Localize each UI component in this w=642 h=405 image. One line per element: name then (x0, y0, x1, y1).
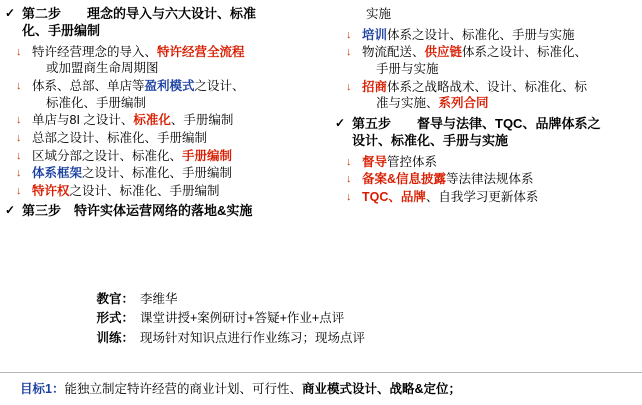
goal-text-b: 商业模式设计、战略&定位； (301, 382, 461, 396)
list-item-text-c: 之设计、 (194, 79, 245, 94)
arrow-bullet-icon: ↓ (346, 190, 352, 203)
list-item (330, 44, 642, 61)
list-item (0, 78, 330, 95)
arrow-bullet-icon: ↓ (16, 114, 22, 127)
list-item (330, 154, 642, 171)
list-item-text-c: 体系之设计、标准化、 (462, 45, 588, 60)
list-item-text-b: 体系之设计、标准化、手册与实施 (387, 27, 575, 42)
step4-continuation: 实施 (366, 7, 392, 21)
list-item-text-a: 区域分部之设计、标准化、 (32, 148, 183, 163)
step5-heading (330, 116, 642, 133)
horizontal-divider (0, 372, 642, 373)
arrow-bullet-icon: ↓ (346, 46, 352, 59)
list-item-text-a: 督导 (362, 154, 388, 169)
list-item-text-b: 手册编制 (182, 148, 233, 163)
arrow-bullet-icon: ↓ (16, 184, 22, 197)
continuation-text-a: 准与实施、 (376, 96, 439, 111)
teacher-info-block (0, 290, 642, 348)
list-item-text-b: 标准化 (133, 113, 171, 128)
list-item-continuation: 手册与实施 (376, 61, 439, 76)
arrow-bullet-icon: ↓ (346, 155, 352, 168)
list-item-text-a: 总部之设计、标准化、手册编制 (32, 130, 208, 145)
checkmark-icon: ✓ (5, 6, 16, 20)
teacher-row (0, 290, 642, 309)
list-item-text-b: 、自我学习更新体系 (425, 189, 539, 204)
arrow-bullet-icon: ↓ (346, 28, 352, 41)
list-item-text-b: 管控体系 (387, 154, 438, 169)
step5-title-line2: 设计、标准化、手册与实施 (352, 132, 509, 148)
list-item (330, 79, 642, 96)
right-column (330, 0, 642, 205)
list-item-text-a: 培训 (362, 27, 388, 42)
list-item-text-a: 单店与8I 之设计、 (32, 113, 134, 128)
list-item-text-c: 、手册编制 (170, 113, 234, 128)
list-item-text-a: 物流配送、 (362, 45, 425, 60)
step3-heading (0, 203, 330, 220)
list-item (0, 148, 330, 165)
list-item-text-b: 之设计、标准化、手册编制 (82, 166, 233, 181)
left-column (0, 0, 330, 220)
step2-title-line2: 化、手册编制 (22, 22, 101, 38)
list-item-continuation: 或加盟商生命周期图 (46, 61, 159, 76)
list-item-text-a: 体系框架 (32, 166, 83, 181)
format-label: 形式： (96, 311, 134, 326)
step5-title-line1: 第五步 督导与法律、TQC、品牌体系之 (352, 115, 601, 131)
list-item (0, 112, 330, 129)
list-item-text-b: 特许经营全流程 (157, 44, 245, 59)
list-item-text-a: 特许经营理念的导入、 (32, 44, 158, 59)
format-row (0, 309, 642, 328)
list-item (330, 189, 642, 206)
list-item-text-b: 体系之战略战术、设计、标准化、标 (387, 79, 588, 94)
goal-label: 目标1： (20, 382, 65, 396)
list-item-text-a: 特许权 (32, 183, 70, 198)
list-item-text-a: 招商 (362, 79, 388, 94)
list-item (0, 44, 330, 61)
step3-title: 第三步 特许实体运营网络的落地&实施 (22, 203, 253, 219)
arrow-bullet-icon: ↓ (346, 173, 352, 186)
list-item-text-a: 备案&信息披露 (362, 172, 447, 187)
list-item-text-b: 盈利模式 (144, 79, 195, 94)
arrow-bullet-icon: ↓ (16, 45, 22, 58)
teacher-value: 李维华 (140, 292, 178, 306)
training-row (0, 329, 642, 348)
arrow-bullet-icon: ↓ (16, 80, 22, 93)
list-item-text-b: 之设计、标准化、手册编制 (69, 183, 220, 198)
arrow-bullet-icon: ↓ (346, 80, 352, 93)
list-item-text-a: 体系、总部、单店等 (32, 79, 145, 94)
list-item-text-b: 供应链 (424, 45, 463, 60)
arrow-bullet-icon: ↓ (16, 167, 22, 180)
list-item-text-a: TQC、品牌 (362, 189, 426, 204)
step2-heading-cont (0, 23, 330, 40)
arrow-bullet-icon: ↓ (16, 149, 22, 162)
list-item-text-b: 等法律法规体系 (446, 172, 534, 187)
list-item-continuation: 标准化、手册编制 (46, 95, 147, 110)
list-item (330, 171, 642, 188)
arrow-bullet-icon: ↓ (16, 131, 22, 144)
step5-heading-cont (330, 133, 642, 150)
training-value: 现场针对知识点进行作业练习；现场点评 (140, 330, 366, 345)
training-label: 训练： (96, 330, 134, 345)
list-item (0, 183, 330, 200)
step2-title-line1: 第二步 理念的导入与六大设计、标准 (22, 6, 257, 21)
goal-line (0, 380, 642, 398)
teacher-label: 教官： (96, 292, 134, 306)
list-item (0, 165, 330, 182)
list-item (330, 27, 642, 44)
format-value: 课堂讲授+案例研讨+答疑+作业+点评 (140, 311, 345, 326)
list-item-continuation (330, 95, 642, 112)
continuation-text-b: 系列合同 (438, 96, 489, 111)
step2-heading (0, 6, 330, 23)
list-item (0, 130, 330, 147)
goal-text-a: 能独立制定特许经营的商业计划、可行性、 (64, 382, 302, 396)
checkmark-icon: ✓ (5, 203, 16, 218)
checkmark-icon: ✓ (335, 115, 346, 130)
